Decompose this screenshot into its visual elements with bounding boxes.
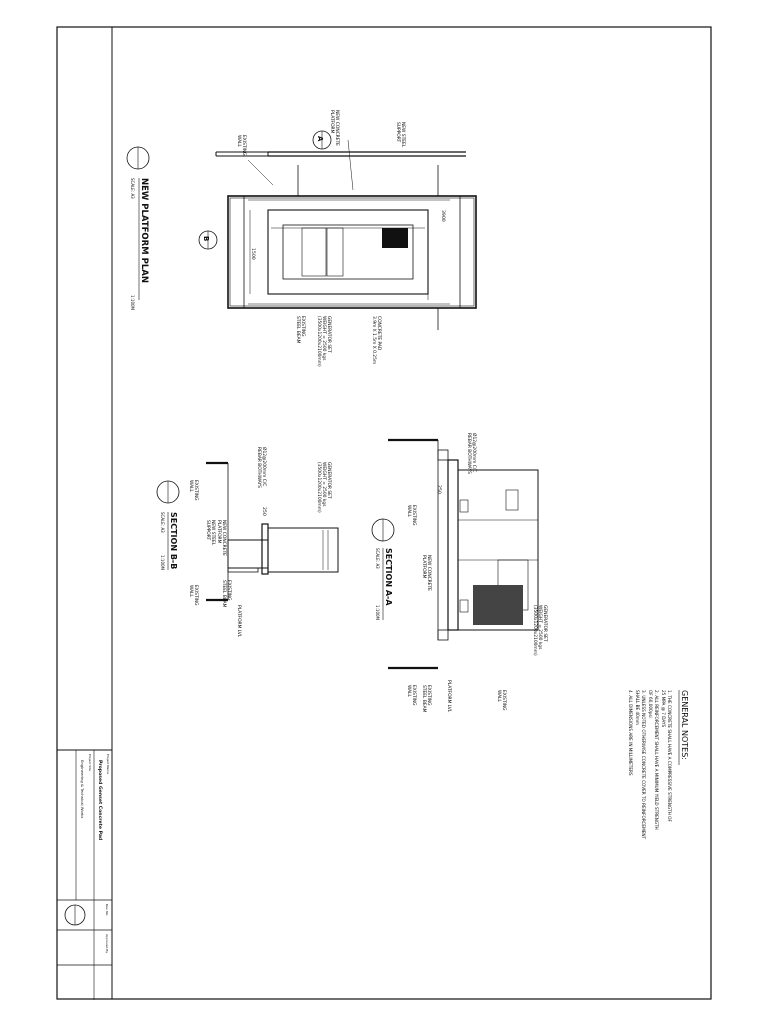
section-bb xyxy=(157,447,338,638)
plan-existing-wall: EXISTING xyxy=(241,135,246,156)
plan-existing-wall-2: WALL xyxy=(236,135,241,147)
aa-steel-beam: EXISTING xyxy=(426,685,431,706)
bb-new-concrete: NEW CONCRETE xyxy=(221,520,226,556)
bb-concrete-pad xyxy=(262,524,268,574)
aa-existing-wall-left-2: WALL xyxy=(406,505,411,517)
general-notes xyxy=(628,690,689,839)
bb-rebar-2: REBAR BOTHWAYS xyxy=(256,447,261,488)
section-aa xyxy=(372,433,548,713)
note-1: 1. THE CONCRETE SHALL HAVE A COMPRESSIVE STRENGTH OF xyxy=(667,690,672,822)
plan-steel-beam: EXISTING xyxy=(300,316,305,337)
bb-steel-support-label: NEW STEEL xyxy=(210,520,215,546)
bb-steel-beam-2: STEEL BEAM xyxy=(221,580,226,608)
note-2: 2. ALL REINFORCEMENT SHALL HAVE A MINIMUM YIELD STRENGTH xyxy=(654,690,659,830)
bb-platform-level: PLATFORM LVL xyxy=(236,605,241,638)
plan-generator-2: WEIGHT = 2500 kgs xyxy=(321,316,326,361)
notes-title: GENERAL NOTES: xyxy=(680,690,689,760)
aa-existing-wall-left: EXISTING xyxy=(411,505,416,526)
dim-platform-width: 1500 xyxy=(250,248,255,260)
plan-title: NEW PLATFORM PLAN xyxy=(139,178,149,283)
bb-existing-wall-right: EXISTING xyxy=(193,585,198,606)
bb-dim: 250 xyxy=(261,507,266,516)
plan-scale-value: 1:100M xyxy=(130,295,135,310)
bb-scale-value: 1:100M xyxy=(160,555,165,570)
aa-platform-level: PLATFORM LVL xyxy=(446,680,451,713)
plan-steel-beam-2: STEEL BEAM xyxy=(295,316,300,344)
aa-concrete-pad xyxy=(448,460,458,630)
aa-scale-label: SCALE: A3 xyxy=(375,548,380,569)
aa-dim: 250 xyxy=(436,485,441,494)
bb-title: SECTION B-B xyxy=(169,512,178,570)
approved-label: Approved By xyxy=(105,934,109,954)
aa-existing-wall-right-2: WALL xyxy=(496,690,501,702)
bb-new-concrete-2: PLATFORM xyxy=(216,520,221,544)
plan-scale-label: SCALE: A3 xyxy=(130,178,135,199)
bb-steel-support-label-2: SUPPORT xyxy=(205,520,210,541)
section-b-marker: B xyxy=(202,236,210,242)
aa-existing-wall-bottom-2: WALL xyxy=(406,685,411,697)
plan-new-concrete-2: PLATFORM xyxy=(329,110,334,134)
bb-rebar: Ø12@200mm C/C xyxy=(261,447,266,487)
dim-platform-length: 3900 xyxy=(440,210,445,222)
project-name-label: Project Name xyxy=(106,754,110,775)
bb-scale-label: SCALE: A3 xyxy=(160,512,165,533)
plan-concrete-pad-2: 3.9m X 1.5m X 0.25m xyxy=(371,316,376,365)
aa-rebar-2: REBAR BOTHWAYS xyxy=(466,433,471,474)
aa-generator-label-3: (3500x1200x2100mm) xyxy=(532,605,537,656)
bb-generator xyxy=(268,528,338,572)
bb-existing-wall-left: EXISTING xyxy=(193,480,198,501)
aa-generator-label-2: WEIGHT = 2500 kgs xyxy=(537,605,542,650)
note-3: 3. UNLESS NOTED OTHERWISE CONCRETE COVER TO REINFORCEMENT xyxy=(641,690,646,840)
plan-new-concrete: NEW CONCRETE xyxy=(334,110,339,146)
aa-new-concrete: NEW CONCRETE xyxy=(426,555,431,591)
aa-title: SECTION A-A xyxy=(384,548,393,606)
concrete-pad xyxy=(268,210,428,294)
aa-generator-label: GENERATOR SET xyxy=(542,605,547,642)
rev-label: Rev. No. xyxy=(105,904,109,917)
aa-existing-wall-right: EXISTING xyxy=(501,690,506,711)
project-site-label: Project Site xyxy=(88,754,92,771)
bb-existing-wall-right-2: WALL xyxy=(188,585,193,597)
aa-rebar: Ø12@200mm C/C xyxy=(471,433,476,473)
aa-existing-wall-bottom: EXISTING xyxy=(411,685,416,706)
note-4: 4. ALL DIMENSIONS ARE IN MILLIMETERS xyxy=(628,690,633,776)
bb-existing-wall-left-2: WALL xyxy=(188,480,193,492)
bb-generator-label: GENERATOR SET xyxy=(326,462,331,499)
bb-generator-label-3: (3500x1200x2100mm) xyxy=(316,462,321,513)
plan-generator-3: (3500x1200x2100mm) xyxy=(316,316,321,367)
bb-steel-beam: EXISTING xyxy=(226,580,231,601)
note-3b: SHALL BE 40mm xyxy=(635,690,640,726)
generator-control-panel xyxy=(382,228,408,248)
sheet-border xyxy=(57,27,711,999)
aa-steel-beam-2: STEEL BEAM xyxy=(421,685,426,713)
note-1b: 25 MPA @ 7 DAYS xyxy=(661,690,666,728)
project-site: Engineering & Technical Works xyxy=(80,760,85,819)
aa-radiator xyxy=(473,585,523,625)
title-block xyxy=(57,750,112,1000)
new-concrete-platform xyxy=(228,196,476,308)
note-2b: OF 60,000psi xyxy=(648,690,653,718)
plan-concrete-pad: CONCRETE PAD xyxy=(376,316,381,351)
aa-new-concrete-2: PLATFORM xyxy=(421,555,426,579)
plan-steel-support-2: SUPPORT xyxy=(395,122,400,143)
project-name: Proposed Genset Concrete Pad xyxy=(97,760,102,841)
bb-generator-label-2: WEIGHT = 2500 kgs xyxy=(321,462,326,507)
plan-steel-support: NEW STEEL xyxy=(400,122,405,148)
section-a-marker: A xyxy=(316,136,324,142)
aa-scale-value: 1:100M xyxy=(375,605,380,620)
platform-plan xyxy=(127,110,476,367)
plan-generator: GENERATOR SET xyxy=(326,316,331,353)
